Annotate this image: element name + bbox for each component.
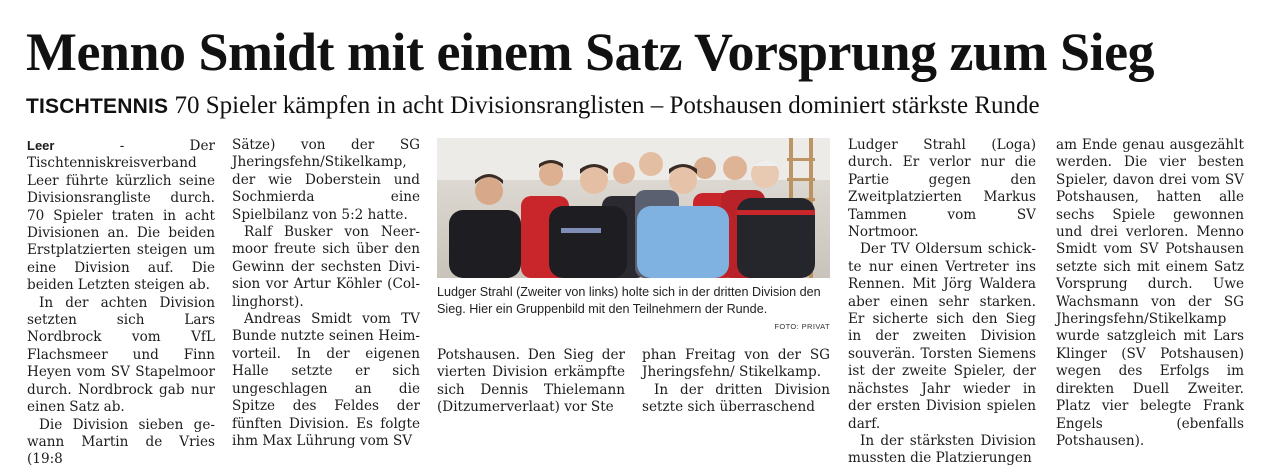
subheadline — [26, 90, 1266, 123]
article-column-1 — [27, 137, 215, 469]
lead-paragraph — [27, 137, 215, 295]
headline: Menno Smidt mit einem Satz Vorsprung zum Sieg — [26, 22, 1155, 82]
lead-text: - Der Tischtenniskreisverband Leer führte kürzlich seine Divisionsrangliste durch. 70 Spieler traten in acht Divisionen an. Die beiden Erstplatzierten steigen um eine Division auf. Die beiden Letzten steigen ab. — [27, 138, 215, 294]
group-photo — [437, 138, 830, 278]
paragraph: Ludger Strahl (Loga) durch. Er verlor nur die Partie gegen den Zweitplatzierten Markus Tammen vom SV Nortmoor. — [848, 137, 1036, 241]
paragraph: In der stärksten Division mussten die Platzierungen — [848, 432, 1036, 467]
dateline: Leer — [27, 138, 55, 153]
paragraph: am Ende genau ausgezählt werden. Die vier besten Spieler, davon drei vom SV Potshausen, hatten alle sechs Spiele gewonnen und drei verloren. Menno Smidt vom SV Potshausen setzte sich mit einem Satz Vorsprung durch. Uwe Wachsmann von der SG Jheringsfehn/Stikelkamp wurde satzgleich mit Lars Klinger (SV Potshausen) wegen des Erfolgs im direkten Duell Zweiter. Platz vier belegte Frank Engels (ebenfalls Potshausen). — [1056, 137, 1244, 449]
article-column-2 — [232, 137, 420, 450]
photo-caption: Ludger Strahl (Zweiter von links) holte sich in der dritten Division den Sieg. Hier ein Gruppenbild mit den Teilnehmern der Runde. — [437, 285, 821, 316]
paragraph: Andreas Smidt vom TV Bunde nutzte seinen Heimvorteil. In der eigenen Halle setzte er sich ungeschlagen an die Spitze des Feldes der fünften Division. Es folgte ihm Max Lührung vom SV — [232, 311, 420, 449]
paragraph: Der TV Oldersum schickte nur einen Vertreter ins Rennen. Mit Jörg Waldera aber einen sehr starken. Er sicherte sich den Sieg in der zweiten Division souverän. Torsten Siemens ist der zweite Spieler, der nächstes Jahr wieder in der ersten Division spielen darf. — [848, 241, 1036, 432]
subheadline-text: 70 Spieler kämpfen in acht Divisionsranglisten – Potshausen dominiert stärkste Runde — [174, 92, 1040, 119]
article-column-3 — [437, 347, 625, 417]
article-column-5 — [848, 137, 1036, 468]
paragraph: phan Freitag von der SG Jheringsfehn/ Stikelkamp. — [642, 347, 830, 381]
article-column-6 — [1056, 137, 1244, 450]
paragraph: Die Division sieben gewann Martin de Vries (19:8 — [27, 416, 215, 468]
paragraph: In der achten Division setzten sich Lars Nordbrock vom VfL Flachsmeer und Finn Heyen vom SV Stapelmoor durch. Nordbrock gab nur einen Satz ab. — [27, 294, 215, 416]
section-kicker: TISCHTENNIS — [26, 95, 169, 118]
paragraph: Ralf Busker von Neermoor freute sich über den Gewinn der sechsten Division vor Artur Köhler (Collinghorst). — [232, 224, 420, 310]
photo-credit: FOTO: PRIVAT — [774, 322, 830, 331]
article-column-4 — [642, 347, 830, 417]
group-photo-illustration — [437, 138, 830, 278]
paragraph: In der dritten Division setzte sich überraschend — [642, 381, 830, 416]
paragraph: Potshausen. Den Sieg der vierten Division erkämpfte sich Dennis Thielemann (Ditzumerverlaat) vor Ste — [437, 347, 625, 416]
paragraph: Sätze) von der SG Jheringsfehn/Stikelkamp, der wie Doberstein und Sochmierda eine Spielbilanz von 5:2 hatte. — [232, 137, 420, 223]
